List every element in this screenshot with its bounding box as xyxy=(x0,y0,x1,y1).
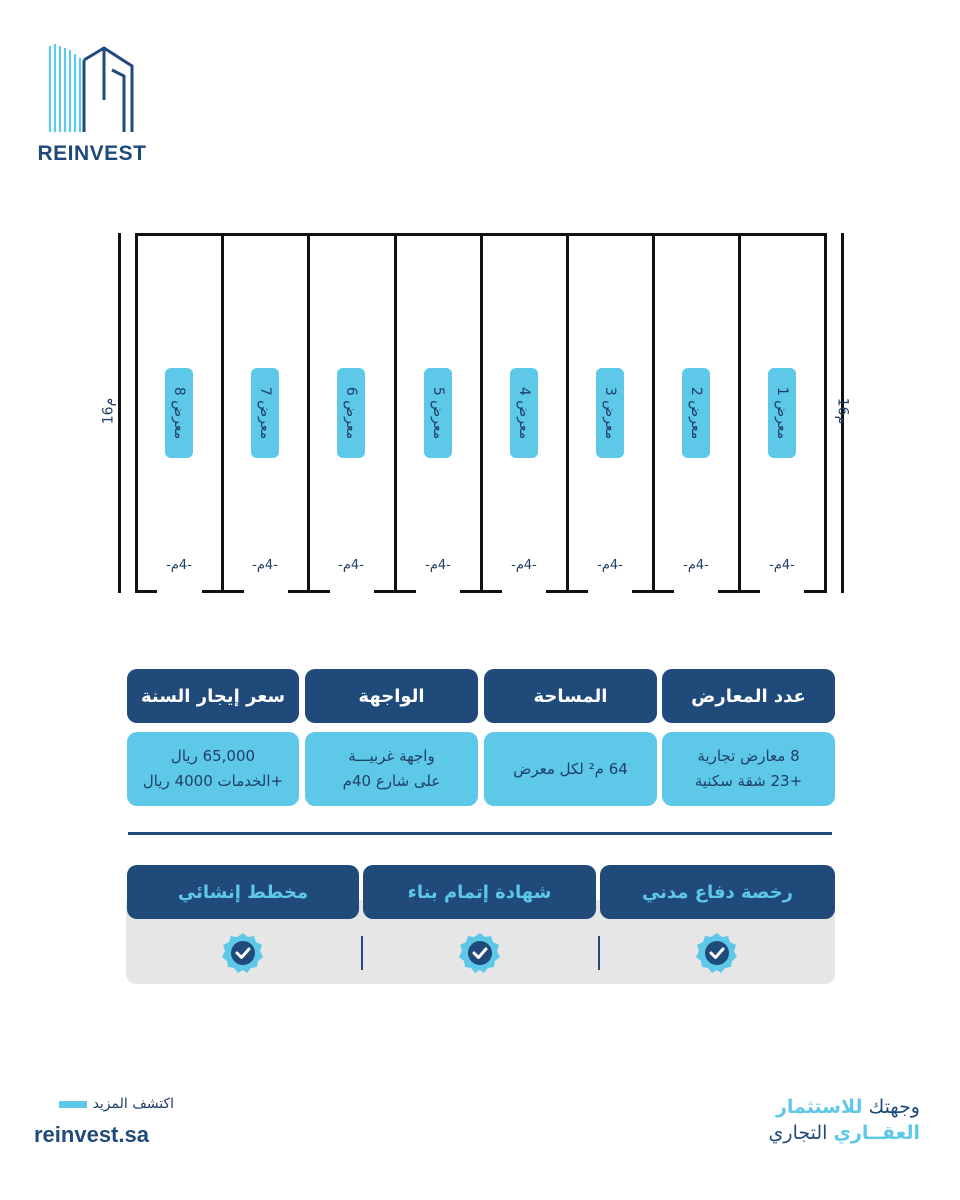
partition xyxy=(824,233,827,593)
accent-bar xyxy=(59,1101,87,1108)
brand-logo xyxy=(36,40,148,170)
spec-value-units: 8 معارض تجارية +23 شقة سكنية xyxy=(662,732,835,806)
unit-tag-6: معرض 6 xyxy=(337,368,365,458)
partition xyxy=(394,233,397,593)
spec-header-area: المساحة xyxy=(484,669,657,723)
explore-more-link[interactable]: اكتشف المزيد xyxy=(59,1096,174,1112)
partition xyxy=(652,233,655,593)
unit-width-label: -4م- xyxy=(166,558,192,573)
bottom-wall xyxy=(804,590,827,593)
left-dimension-line xyxy=(118,233,121,593)
unit-width-label: -4م- xyxy=(425,558,451,573)
bottom-wall xyxy=(135,590,157,593)
unit-width-label: -4م- xyxy=(338,558,364,573)
unit-width-label: -4م- xyxy=(683,558,709,573)
partition xyxy=(738,233,741,593)
bottom-wall xyxy=(718,590,760,593)
partition xyxy=(480,233,483,593)
spec-header-units: عدد المعارض xyxy=(662,669,835,723)
permit-header-structural-plan: مخطط إنشائي xyxy=(127,865,359,919)
bottom-wall xyxy=(460,590,502,593)
tagline-line-1: وجهتك للاستثمار xyxy=(775,1096,920,1118)
unit-tag-8: معرض 8 xyxy=(165,368,193,458)
floor-plan xyxy=(100,228,855,600)
unit-tag-7: معرض 7 xyxy=(251,368,279,458)
unit-tag-5: معرض 5 xyxy=(424,368,452,458)
unit-width-label: -4م- xyxy=(511,558,537,573)
permit-header-completion-certificate: شهادة إتمام بناء xyxy=(363,865,596,919)
section-divider xyxy=(128,832,832,835)
verified-check-icon xyxy=(222,932,264,974)
partition xyxy=(307,233,310,593)
logo-mark-icon xyxy=(46,40,138,136)
partition xyxy=(566,233,569,593)
tagline-line-2: العقــاري التجاري xyxy=(768,1122,920,1144)
bottom-wall xyxy=(546,590,588,593)
spec-header-frontage: الواجهة xyxy=(305,669,478,723)
unit-tag-2: معرض 2 xyxy=(682,368,710,458)
spec-header-rent: سعر إيجار السنة xyxy=(127,669,299,723)
website-link[interactable]: reinvest.sa xyxy=(34,1122,149,1147)
status-separator xyxy=(598,936,600,970)
bottom-wall xyxy=(288,590,330,593)
brand-name: REINVEST xyxy=(37,142,147,165)
bottom-wall xyxy=(632,590,674,593)
spec-value-rent: 65,000 ريال +الخدمات 4000 ريال xyxy=(127,732,299,806)
depth-label-left: م16 xyxy=(100,397,117,425)
partition xyxy=(221,233,224,593)
bottom-wall xyxy=(374,590,416,593)
spec-value-area: 64 م² لكل معرض xyxy=(484,732,657,806)
unit-width-label: -4م- xyxy=(769,558,795,573)
spec-value-frontage: واجهة غربيـــة على شارع 40م xyxy=(305,732,478,806)
partition xyxy=(135,233,138,593)
unit-width-label: -4م- xyxy=(597,558,623,573)
bottom-wall xyxy=(202,590,244,593)
permit-header-civil-defense: رخصة دفاع مدني xyxy=(600,865,835,919)
verified-check-icon xyxy=(696,932,738,974)
verified-check-icon xyxy=(459,932,501,974)
unit-tag-1: معرض 1 xyxy=(768,368,796,458)
depth-label-right: 16م xyxy=(834,397,851,425)
unit-tag-4: معرض 4 xyxy=(510,368,538,458)
unit-tag-3: معرض 3 xyxy=(596,368,624,458)
unit-width-label: -4م- xyxy=(252,558,278,573)
status-separator xyxy=(361,936,363,970)
tagline xyxy=(700,1094,920,1146)
